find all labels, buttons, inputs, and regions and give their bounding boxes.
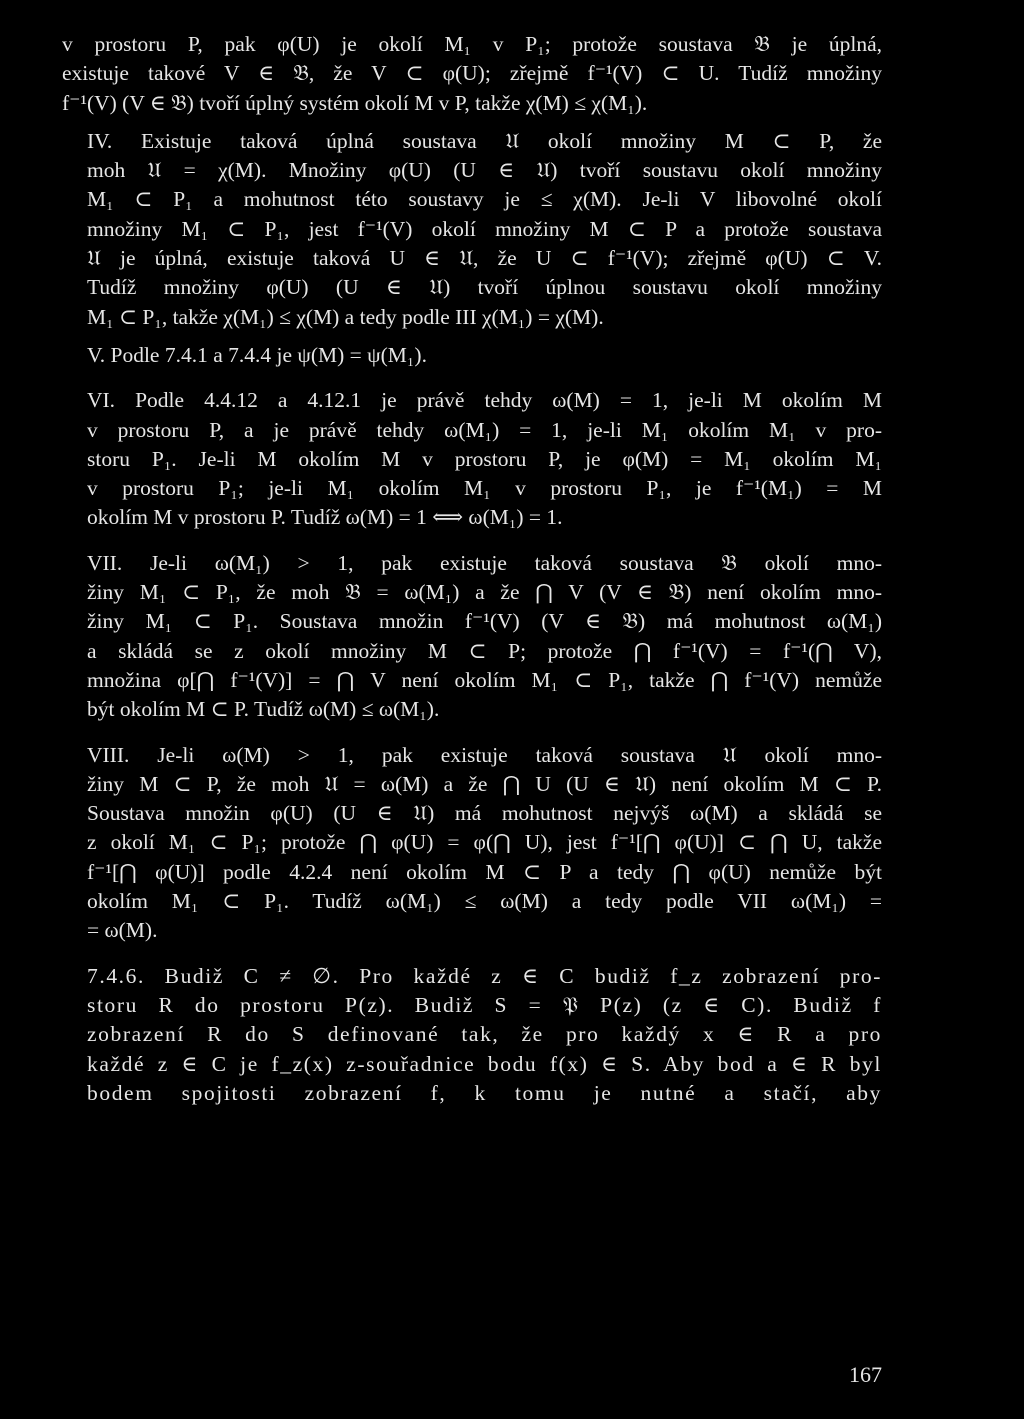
- text-line: 𝔘 je úplná, existuje taková U ∈ 𝔘, že U ⊂ f⁻¹(V); zřejmě φ(U) ⊂ V.: [87, 246, 882, 271]
- text-line: bodem spojitosti zobrazení f, k tomu je nutné a stačí, aby: [87, 1080, 882, 1105]
- text-line: f⁻¹(V) (V ∈ 𝔅) tvoří úplný systém okolí M v P, takže χ(M) ≤ χ(M₁).: [62, 90, 648, 115]
- text-line: moh 𝔘 = χ(M). Množiny φ(U) (U ∈ 𝔘) tvoří soustavu okolí množiny: [87, 158, 882, 183]
- text-line: VI. Podle 4.4.12 a 4.12.1 je právě tehdy ω(M) = 1, je-li M okolím M: [87, 388, 882, 413]
- text-line: z okolí M₁ ⊂ P₁; protože ⋂ φ(U) = φ(⋂ U), jest f⁻¹[⋂ φ(U)] ⊂ ⋂ U, takže: [87, 830, 882, 855]
- paragraph-vi: [62, 386, 882, 532]
- text-line: storu R do prostoru P(z). Budiž S = 𝔓 P(z) (z ∈ C). Budiž f: [87, 992, 882, 1017]
- paragraph-vii: [62, 549, 882, 725]
- text-line: IV. Existuje taková úplná soustava 𝔘 okolí množiny M ⊂ P, že: [87, 128, 882, 153]
- text-line: 7.4.6. Budiž C ≠ ∅. Pro každé z ∈ C budiž f_z zobrazení pro-: [87, 963, 882, 988]
- paragraph-7-4-6: [62, 962, 882, 1108]
- text-line: VII. Je-li ω(M₁) > 1, pak existuje taková soustava 𝔅 okolí mno-: [87, 550, 882, 575]
- text-line: existuje takové V ∈ 𝔅, že V ⊂ φ(U); zřejmě f⁻¹(V) ⊂ U. Tudíž množiny: [62, 61, 882, 86]
- text-line: M₁ ⊂ P₁ a mohutnost této soustavy je ≤ χ(M). Je-li V libovolné okolí: [87, 187, 882, 212]
- paragraph-viii: [62, 741, 882, 946]
- paragraph-iv: [62, 127, 882, 332]
- text-line: každé z ∈ C je f_z(x) z-souřadnice bodu f(x) ∈ S. Aby bod a ∈ R byl: [87, 1051, 882, 1076]
- text-line: v prostoru P, pak φ(U) je okolí M₁ v P₁; protože soustava 𝔅 je úplná,: [62, 32, 882, 56]
- text-line: žiny M ⊂ P, že moh 𝔘 = ω(M) a že ⋂ U (U ∈ 𝔘) není okolím M ⊂ P.: [87, 771, 882, 796]
- text-line: a skládá se z okolí množiny M ⊂ P; protože ⋂ f⁻¹(V) = f⁻¹(⋂ V),: [87, 638, 882, 663]
- text-line: žiny M₁ ⊂ P₁, že moh 𝔅 = ω(M₁) a že ⋂ V (V ∈ 𝔅) není okolím mno-: [87, 580, 882, 605]
- text-line: okolím M v prostoru P. Tudíž ω(M) = 1 ⟺ ω(M₁) = 1.: [87, 505, 563, 530]
- text-line: v prostoru P, a je právě tehdy ω(M₁) = 1, je-li M₁ okolím M₁ v pro-: [87, 417, 882, 442]
- paragraph-continuation: [62, 30, 882, 118]
- document-page: [62, 30, 882, 1108]
- text-line: storu P₁. Je-li M okolím M v prostoru P, je φ(M) = M₁ okolím M₁: [87, 446, 882, 471]
- text-line: v prostoru P₁; je-li M₁ okolím M₁ v prostoru P₁, je f⁻¹(M₁) = M: [87, 476, 882, 501]
- text-line: VIII. Je-li ω(M) > 1, pak existuje taková soustava 𝔘 okolí mno-: [87, 742, 882, 767]
- text-line: žiny M₁ ⊂ P₁. Soustava množin f⁻¹(V) (V ∈ 𝔅) má mohutnost ω(M₁): [87, 609, 882, 634]
- text-line: = ω(M).: [87, 918, 158, 943]
- text-line: M₁ ⊂ P₁, takže χ(M₁) ≤ χ(M) a tedy podle III χ(M₁) = χ(M).: [87, 304, 604, 329]
- text-line: V. Podle 7.4.1 a 7.4.4 je ψ(M) = ψ(M₁).: [87, 342, 427, 367]
- text-line: být okolím M ⊂ P. Tudíž ω(M) ≤ ω(M₁).: [87, 697, 440, 722]
- text-line: Soustava množin φ(U) (U ∈ 𝔘) má mohutnost nejvýš ω(M) a skládá se: [87, 801, 882, 826]
- paragraph-v: [62, 341, 882, 370]
- text-line: zobrazení R do S definované tak, že pro každý x ∈ R a pro: [87, 1022, 882, 1047]
- text-line: okolím M₁ ⊂ P₁. Tudíž ω(M₁) ≤ ω(M) a tedy podle VII ω(M₁) =: [87, 889, 882, 914]
- text-line: f⁻¹[⋂ φ(U)] podle 4.2.4 není okolím M ⊂ P a tedy ⋂ φ(U) nemůže být: [87, 859, 882, 884]
- page-number: 167: [849, 1362, 882, 1387]
- text-line: množina φ[⋂ f⁻¹(V)] = ⋂ V není okolím M₁ ⊂ P₁, takže ⋂ f⁻¹(V) nemůže: [87, 667, 882, 692]
- text-line: množiny M₁ ⊂ P₁, jest f⁻¹(V) okolí množiny M ⊂ P a protože soustava: [87, 216, 882, 241]
- text-line: Tudíž množiny φ(U) (U ∈ 𝔘) tvoří úplnou soustavu okolí množiny: [87, 275, 882, 300]
